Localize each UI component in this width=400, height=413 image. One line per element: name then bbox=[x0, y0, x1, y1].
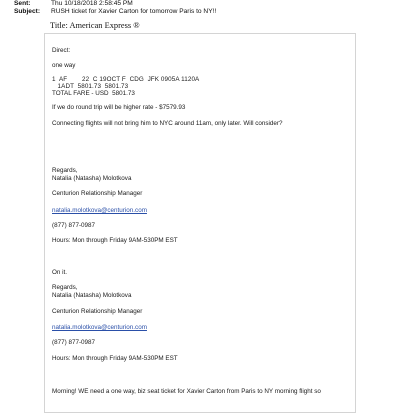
total-fare: TOTAL FARE - USD 5801.73 bbox=[52, 90, 135, 97]
sig2-phone: (877) 877-0987 bbox=[52, 339, 96, 346]
sig1-email-link[interactable]: natalia.molotkova@centurion.com bbox=[52, 207, 147, 214]
sent-row bbox=[14, 0, 133, 8]
morning-request: Morning! WE need a one way, biz seat ticket for Xavier Carton from Paris to NY morning flight so bbox=[52, 388, 321, 395]
sent-label: Sent: bbox=[14, 0, 31, 7]
sig1-name: Natalia (Natasha) Molotkova bbox=[52, 175, 132, 182]
sig2-email-link[interactable]: natalia.molotkova@centurion.com bbox=[52, 324, 147, 331]
sig1-regards: Regards, bbox=[52, 167, 78, 174]
one-way-label: one way bbox=[52, 62, 76, 69]
sig2-name: Natalia (Natasha) Molotkova bbox=[52, 292, 132, 299]
connecting-note: Connecting flights will not bring him to NYC around 11am, only later. Will consider? bbox=[52, 120, 283, 127]
itinerary-line-2: 1ADT 5801.73 5801.73 bbox=[52, 83, 129, 90]
subject-value: RUSH ticket for Xavier Carton for tomorrow Paris to NY!! bbox=[51, 8, 217, 15]
subject-row bbox=[14, 8, 216, 16]
sig2-hours: Hours: Mon through Friday 9AM-530PM EST bbox=[52, 355, 178, 362]
itinerary-line-1: 1 AF 22 C 19OCT F CDG JFK 0905A 1120A bbox=[52, 76, 200, 83]
subject-label: Subject: bbox=[14, 8, 41, 15]
direct-label: Direct: bbox=[52, 47, 71, 54]
sig1-phone: (877) 877-0987 bbox=[52, 222, 96, 229]
document-title: Title: American Express ® bbox=[50, 21, 140, 30]
on-it-text: On it. bbox=[52, 269, 68, 276]
sig1-role: Centurion Relationship Manager bbox=[52, 190, 143, 197]
sig2-role: Centurion Relationship Manager bbox=[52, 308, 143, 315]
sent-value: Thu 10/18/2018 2:58:45 PM bbox=[51, 0, 133, 7]
round-trip-note: If we do round trip will be higher rate - $7579.93 bbox=[52, 104, 186, 111]
sig1-hours: Hours: Mon through Friday 9AM-530PM EST bbox=[52, 237, 178, 244]
sig2-regards: Regards, bbox=[52, 284, 78, 291]
